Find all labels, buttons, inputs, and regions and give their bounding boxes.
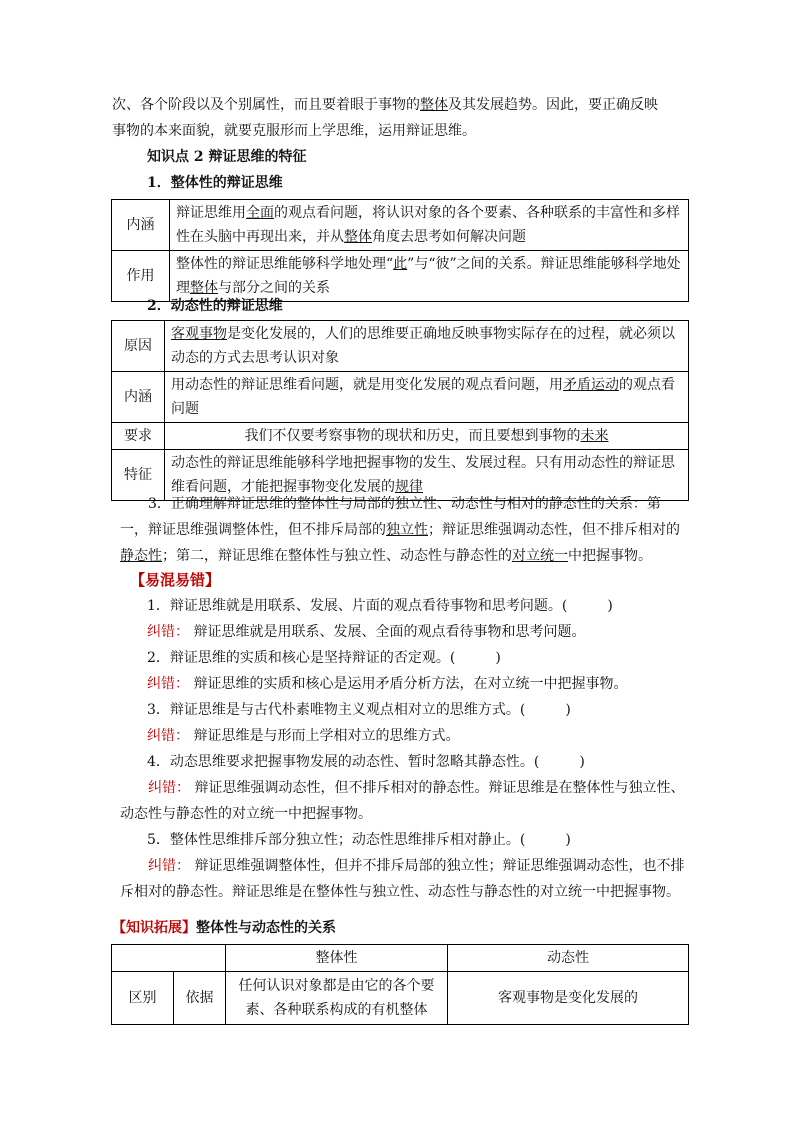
extension-heading: 【知识拓展】整体性与动态性的关系 [112, 920, 336, 936]
row-content: 客观事物是变化发展的，人们的思维要正确地反映事物实际存在的过程，就必须以动态的方式去思考认识对象 [165, 321, 689, 372]
dynamic-table [111, 320, 689, 501]
table-row [112, 372, 689, 423]
table-row [112, 200, 689, 251]
table-row [112, 972, 689, 1025]
table-cell: 任何认识对象都是由它的各个要素、各种联系构成的有机整体 [226, 972, 448, 1025]
row-label: 区别 [112, 972, 174, 1025]
correction-label: 纠错： [147, 624, 189, 640]
question-4: 4．动态思维要求把握事物发展的动态性、暂时忽略其静态性。( ) [147, 754, 585, 770]
column-header: 动态性 [448, 945, 689, 972]
table-header-row [112, 945, 689, 972]
relationship-paragraph: 3．正确理解辩证思维的整体性与局部的独立性、动态性与相对的静态性的关系：第一，辩证思维强调整体性，但不排斥局部的独立性；辩证思维强调动态性，但不排斥相对的静态性；第二，辩证思维在整体性与独立性、动态性与静态性的对立统一中把握事物。 [120, 496, 680, 564]
section-title: 知识点 2 辩证思维的特征 [147, 149, 307, 165]
row-label: 要求 [112, 423, 165, 450]
extension-title: 整体性与动态性的关系 [196, 920, 336, 936]
correction-5: 纠错： 辩证思维强调整体性，但并不排斥局部的独立性；辩证思维强调动态性，也不排斥相对的静态性。辩证思维是在整体性与独立性、动态性与静态性的对立统一中把握事物。 [120, 858, 685, 900]
comparison-table [111, 944, 689, 1025]
row-label: 作用 [112, 251, 170, 302]
row-content: 动态性的辩证思维能够科学地把握事物的发生、发展过程。只有用动态性的辩证思维看问题，才能把握事物变化发展的规律 [165, 450, 689, 501]
row-content: 辩证思维用全面的观点看问题，将认识对象的各个要素、各种联系的丰富性和多样性在头脑中再现出来，并从整体角度去思考如何解决问题 [170, 200, 689, 251]
correction-label: 纠错： [147, 676, 189, 692]
column-header: 整体性 [226, 945, 448, 972]
row-label: 原因 [112, 321, 165, 372]
correction-label: 纠错： [148, 858, 190, 874]
question-2: 2．辩证思维的实质和核心是坚持辩证的否定观。( ) [147, 650, 501, 666]
row-content: 整体性的辩证思维能够科学地处理“此”与“彼”之间的关系。辩证思维能够科学地处理整体与部分之间的关系 [170, 251, 689, 302]
row-label: 内涵 [112, 372, 165, 423]
intro-line-1: 次、各个阶段以及个别属性，而且要着眼于事物的整体及其发展趋势。因此，要正确反映 [112, 97, 658, 113]
holistic-table [111, 199, 689, 302]
confusion-heading: 【易混易错】 [130, 571, 221, 589]
underlined-term: 整体 [420, 97, 448, 113]
correction-label: 纠错： [148, 780, 190, 796]
sub-label: 依据 [174, 972, 226, 1025]
correction-label: 纠错： [147, 728, 189, 744]
row-label: 内涵 [112, 200, 170, 251]
table-row [112, 423, 689, 450]
row-label: 特征 [112, 450, 165, 501]
row-content: 用动态性的辩证思维看问题，就是用变化发展的观点看问题，用矛盾运动的观点看问题 [165, 372, 689, 423]
question-5: 5．整体性思维排斥部分独立性；动态性思维排斥相对静止。( ) [147, 832, 571, 848]
correction-3: 纠错： 辩证思维是与形而上学相对立的思维方式。 [147, 728, 460, 744]
question-1: 1．辩证思维就是用联系、发展、片面的观点看待事物和思考问题。( ) [147, 598, 613, 614]
correction-1: 纠错： 辩证思维就是用联系、发展、全面的观点看待事物和思考问题。 [147, 624, 586, 640]
subsection-heading-2: 2．动态性的辩证思维 [147, 298, 283, 314]
correction-2: 纠错： 辩证思维的实质和核心是运用矛盾分析方法，在对立统一中把握事物。 [147, 676, 628, 692]
correction-4: 纠错： 辩证思维强调动态性，但不排斥相对的静态性。辩证思维是在整体性与独立性、动态性与静态性的对立统一中把握事物。 [120, 780, 685, 822]
question-3: 3．辩证思维是与古代朴素唯物主义观点相对立的思维方式。( ) [147, 702, 571, 718]
subsection-heading-1: 1．整体性的辩证思维 [147, 175, 283, 191]
intro-line-2: 事物的本来面貌，就要克服形而上学思维，运用辩证思维。 [112, 123, 476, 139]
row-content: 我们不仅要考察事物的现状和历史，而且要想到事物的未来 [165, 423, 689, 450]
table-cell: 客观事物是变化发展的 [448, 972, 689, 1025]
table-row [112, 321, 689, 372]
